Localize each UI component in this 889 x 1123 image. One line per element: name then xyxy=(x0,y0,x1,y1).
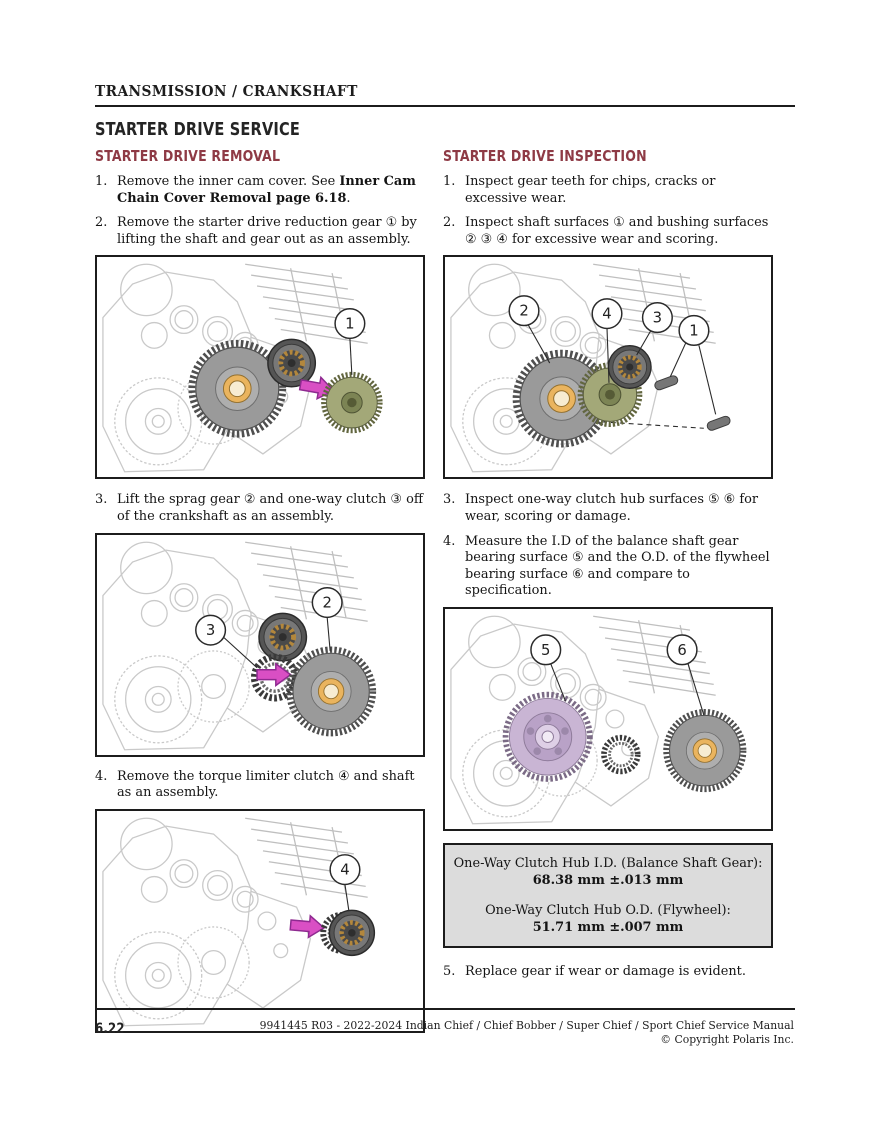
figure-sprag-gear-one-way-clutch xyxy=(95,533,425,757)
removal-column xyxy=(95,147,425,1033)
spec-value-od: 51.71 mm ±.007 mm xyxy=(532,919,684,935)
svg-text:6: 6 xyxy=(677,641,687,659)
step-text: Remove the torque limiter clutch ④ and shaft as an assembly. xyxy=(117,768,415,801)
step-number: 2. xyxy=(95,215,108,231)
step-text: Replace gear if wear or damage is evident. xyxy=(465,963,746,979)
footer-copyright: © Copyright Polaris Inc. xyxy=(660,1032,794,1046)
callout-3 xyxy=(637,303,673,355)
step-text: Lift the sprag gear ② and one-way clutch ③ off of the crankshaft as an assembly. xyxy=(117,492,423,524)
header-rule xyxy=(95,105,795,107)
spec-label-id: One-Way Clutch Hub I.D. (Balance Shaft Gear): xyxy=(453,855,763,871)
step-number: 4. xyxy=(443,533,456,549)
step-text: Inspect gear teeth for chips, cracks or excessive wear. xyxy=(465,174,716,206)
clutch-gear xyxy=(608,346,651,389)
svg-text:4: 4 xyxy=(602,305,612,323)
inspection-step-4 xyxy=(443,534,773,600)
spec-label-od: One-Way Clutch Hub O.D. (Flywheel): xyxy=(485,902,731,918)
clutch-assembly xyxy=(259,613,306,660)
figure-torque-limiter-clutch xyxy=(95,809,425,1033)
section-title: STARTER DRIVE SERVICE xyxy=(95,119,301,140)
svg-text:3: 3 xyxy=(205,621,216,639)
footer-text xyxy=(174,1019,794,1046)
svg-text:2: 2 xyxy=(519,303,529,321)
step-text: Inspect shaft surfaces ① and bushing surfaces ② ③ ④ for excessive wear and scoring. xyxy=(465,215,769,247)
callout-2 xyxy=(312,587,342,650)
figure-illustration xyxy=(97,257,423,477)
torque-limiter-clutch xyxy=(329,910,374,955)
page-number: 6.22 xyxy=(95,1021,125,1037)
inspection-step-1 xyxy=(443,174,773,207)
step-number: 1. xyxy=(443,174,456,189)
inspection-step-5 xyxy=(443,964,773,981)
removal-heading: STARTER DRIVE REMOVAL xyxy=(95,147,281,165)
svg-text:5: 5 xyxy=(541,641,551,659)
callout-6 xyxy=(667,635,704,715)
figure-shaft-bushing-surfaces xyxy=(443,255,773,479)
step-number: 1. xyxy=(95,174,108,189)
removal-step-1 xyxy=(95,174,425,207)
svg-text:2: 2 xyxy=(322,594,332,612)
svg-text:1: 1 xyxy=(689,322,699,340)
balance-shaft-gear xyxy=(506,695,590,779)
figure-illustration xyxy=(445,257,771,477)
step-number: 3. xyxy=(95,492,108,508)
inspection-column xyxy=(443,147,773,981)
clutch-gear xyxy=(268,340,315,387)
engine-case-drawing xyxy=(103,818,368,1025)
spec-box xyxy=(443,843,773,948)
step-text: Remove the starter drive reduction gear ① by lifting the shaft and gear out as an assembly. xyxy=(117,215,417,247)
shaft-pin-2 xyxy=(706,415,731,431)
removal-step-4 xyxy=(95,769,425,802)
removal-step-2 xyxy=(95,215,425,248)
step-text: Inspect one-way clutch hub surfaces ⑤ ⑥ for wear, scoring or damage. xyxy=(465,492,759,524)
step-number: 5. xyxy=(443,963,456,979)
shaft-pin-1 xyxy=(654,375,679,391)
sprag-gear xyxy=(289,649,373,733)
figure-illustration xyxy=(97,811,423,1031)
removal-arrow-icon xyxy=(290,914,325,939)
inspection-step-3 xyxy=(443,492,773,525)
figure-illustration xyxy=(97,535,423,755)
removal-step-3 xyxy=(95,492,425,525)
figure-clutch-hub-surfaces xyxy=(443,607,773,831)
flywheel-gear xyxy=(666,712,743,789)
inspection-heading: STARTER DRIVE INSPECTION xyxy=(443,147,647,165)
figure-illustration xyxy=(445,609,771,829)
svg-text:1: 1 xyxy=(345,315,355,333)
step-number: 4. xyxy=(95,768,108,784)
spec-value-id: 68.38 mm ±.013 mm xyxy=(532,872,684,888)
step-number: 2. xyxy=(443,215,456,231)
callout-1 xyxy=(670,316,715,415)
inspection-step-2 xyxy=(443,215,773,248)
callout-4 xyxy=(330,855,360,911)
starter-gear xyxy=(324,375,380,431)
svg-text:4: 4 xyxy=(340,861,350,879)
footer-manual-title: 9941445 R03 - 2022-2024 Indian Chief / Chief Bobber / Super Chief / Sport Chief Service Manual xyxy=(259,1019,794,1032)
step-text: Measure the I.D of the balance shaft gear bearing surface ⑤ and the O.D. of the flywheel bearing surface ⑥ and compare to specification. xyxy=(465,533,770,599)
svg-text:3: 3 xyxy=(652,309,663,327)
callout-2 xyxy=(509,296,550,363)
footer-rule xyxy=(95,1008,795,1010)
step-number: 3. xyxy=(443,492,456,508)
step-text: Remove the inner cam cover. See Inner Cam Chain Cover Removal page 6.18. xyxy=(117,174,416,206)
page-header: TRANSMISSION / CRANKSHAFT xyxy=(95,83,358,100)
figure-starter-drive-reduction-gear xyxy=(95,255,425,479)
